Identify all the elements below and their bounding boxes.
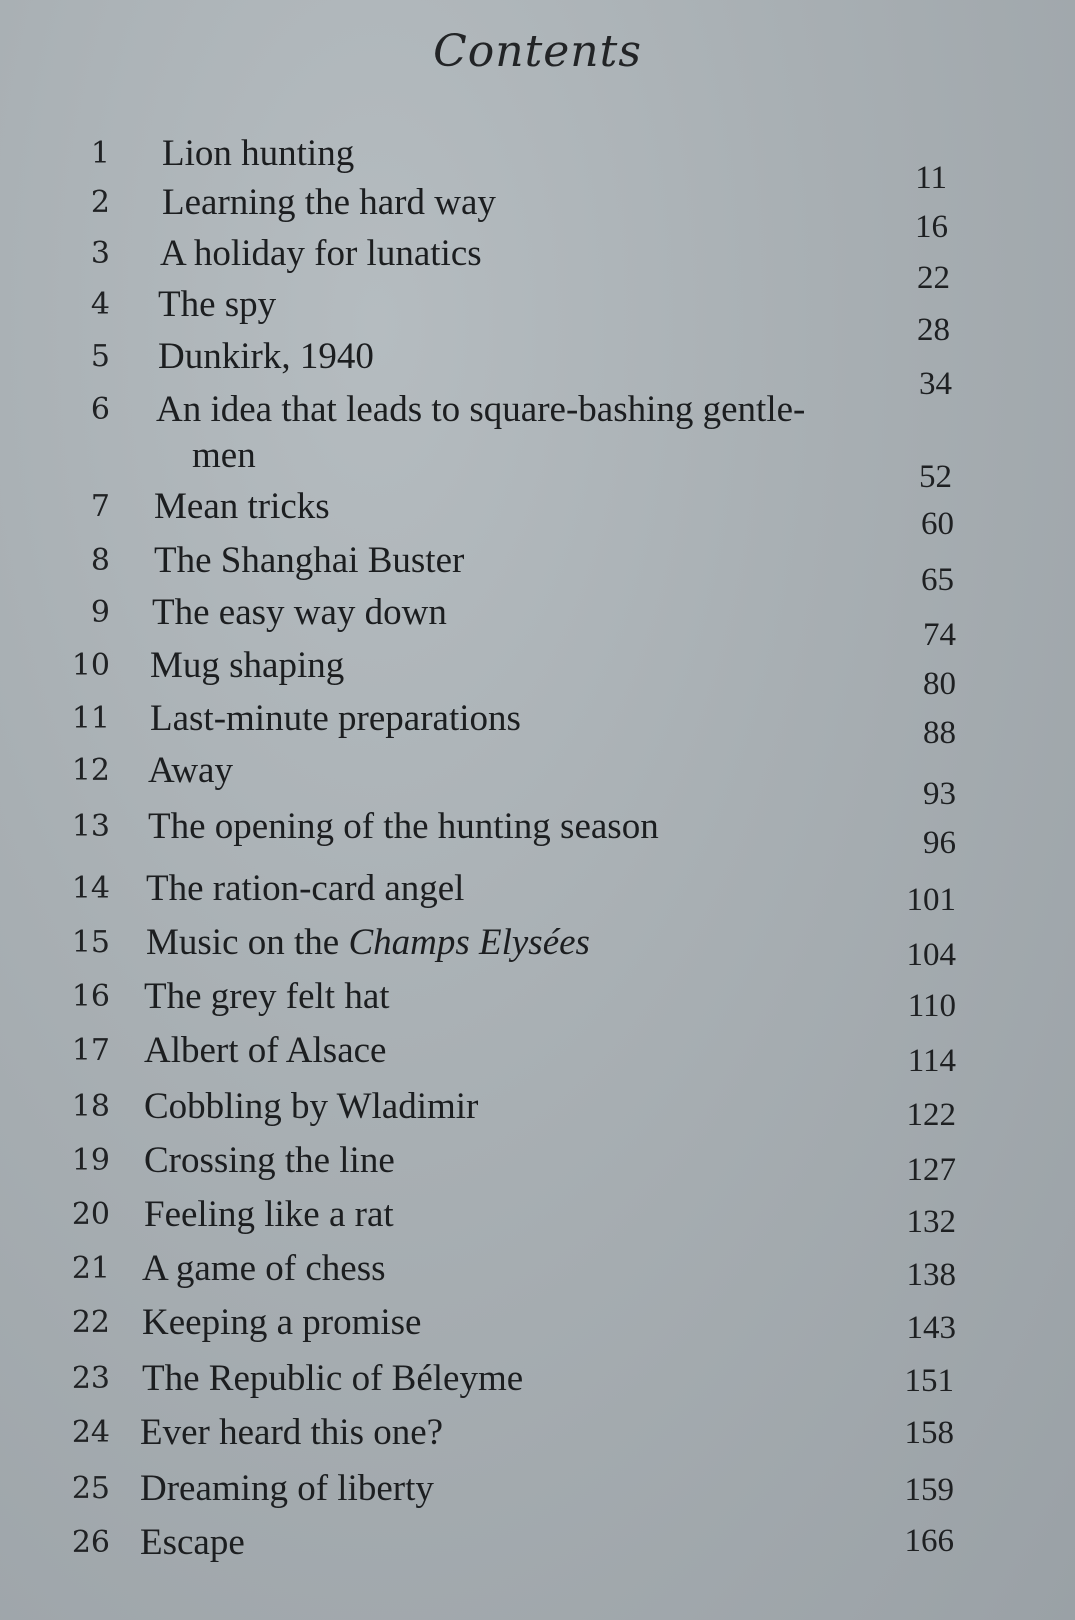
chapter-number: 26: [71, 1525, 110, 1560]
page-number: 143: [906, 1310, 956, 1346]
chapter-number: 14: [71, 871, 110, 906]
toc-entry-17: [50, 1028, 550, 1074]
chapter-number: 20: [71, 1197, 110, 1232]
chapter-title: Dreaming of liberty: [140, 1468, 434, 1509]
page-number: 34: [919, 366, 952, 402]
toc-entry-4: [50, 282, 450, 328]
chapter-title: The Shanghai Buster: [154, 540, 465, 581]
toc-entry-2: [50, 180, 550, 226]
toc-entry-19: [50, 1138, 550, 1184]
chapter-title: Albert of Alsace: [144, 1030, 387, 1071]
toc-entry-15: [50, 920, 750, 966]
toc-entry-13: [50, 804, 850, 850]
chapter-number: 11: [71, 701, 110, 736]
chapter-title: Away: [148, 750, 233, 791]
page-number: 110: [907, 988, 956, 1024]
chapter-title-roman: Music on the: [146, 922, 340, 963]
page-number: 122: [906, 1097, 956, 1133]
chapter-number: 3: [90, 236, 110, 271]
chapter-title: Last-minute preparations: [150, 698, 521, 739]
chapter-title: [146, 920, 590, 966]
chapter-title: Keeping a promise: [142, 1302, 422, 1343]
chapter-title: Dunkirk, 1940: [158, 336, 374, 377]
chapter-number: 19: [71, 1143, 110, 1178]
toc-entry-14: [50, 866, 650, 912]
chapter-title: Ever heard this one?: [140, 1412, 444, 1453]
page-number: 60: [921, 506, 954, 542]
chapter-number: 25: [71, 1471, 110, 1506]
chapter-title: Learning the hard way: [162, 182, 496, 223]
chapter-number: 18: [71, 1089, 110, 1124]
page-number: 22: [917, 260, 950, 296]
toc-entry-18: [50, 1084, 650, 1130]
chapter-title: Mean tricks: [154, 486, 330, 527]
page-number: 96: [923, 825, 956, 861]
page-number: 138: [906, 1257, 956, 1293]
toc-entry-7: [50, 484, 450, 530]
toc-entry-24: [50, 1410, 550, 1456]
chapter-title: Feeling like a rat: [144, 1194, 394, 1235]
chapter-title: Cobbling by Wladimir: [144, 1086, 479, 1127]
chapter-number: 1: [90, 136, 110, 171]
toc-entry-6: [50, 387, 900, 483]
toc-entry-23: [50, 1356, 650, 1402]
chapter-title: Escape: [140, 1522, 245, 1563]
page-number: 74: [923, 617, 956, 653]
page-number: 65: [921, 562, 954, 598]
chapter-title: The spy: [158, 284, 277, 325]
toc-entry-9: [50, 590, 550, 636]
chapter-title-italic: Champs Elysées: [348, 922, 590, 963]
page-number: 93: [923, 776, 956, 812]
toc-entry-16: [50, 974, 550, 1020]
chapter-number: 23: [71, 1361, 110, 1396]
chapter-title: [156, 387, 805, 479]
page-number: 159: [904, 1472, 954, 1508]
chapter-number: 5: [90, 339, 110, 374]
chapter-title: The easy way down: [152, 592, 447, 633]
toc-entry-21: [50, 1246, 550, 1292]
page-number: 166: [904, 1523, 954, 1559]
page-number: 52: [919, 459, 952, 495]
page-number: 88: [923, 715, 956, 751]
chapter-number: 10: [71, 648, 110, 683]
chapter-title: The grey felt hat: [144, 976, 390, 1017]
chapter-number: 7: [90, 489, 110, 524]
toc-entry-10: [50, 643, 450, 689]
chapter-title-line1: An idea that leads to square-bashing gentle-: [156, 389, 806, 430]
page-number: 158: [904, 1415, 954, 1451]
chapter-number: 12: [71, 753, 110, 788]
chapter-title-line2: men: [192, 435, 256, 476]
toc-entry-20: [50, 1192, 550, 1238]
chapter-number: 4: [90, 287, 110, 322]
chapter-title: Crossing the line: [144, 1140, 395, 1181]
toc-entry-22: [50, 1300, 550, 1346]
page-number: 80: [923, 666, 956, 702]
toc-entry-1: [50, 131, 450, 177]
page-number: 127: [906, 1152, 956, 1188]
chapter-number: 24: [71, 1415, 110, 1450]
chapter-title: A holiday for lunatics: [160, 233, 482, 274]
page-number: 101: [906, 882, 956, 918]
page-title: Contents: [433, 26, 642, 77]
page-number: 28: [917, 312, 950, 348]
chapter-title: The opening of the hunting season: [148, 806, 659, 847]
chapter-title: Lion hunting: [162, 133, 355, 174]
toc-entry-26: [50, 1520, 450, 1566]
page-number: 104: [906, 937, 956, 973]
chapter-number: 22: [71, 1305, 110, 1340]
chapter-number: 9: [90, 595, 110, 630]
chapter-number: 16: [71, 979, 110, 1014]
chapter-number: 8: [90, 543, 110, 578]
chapter-number: 21: [71, 1251, 110, 1286]
page-number: 11: [915, 160, 947, 196]
chapter-title: Mug shaping: [150, 645, 345, 686]
page-number: 151: [904, 1363, 954, 1399]
chapter-number: 6: [90, 392, 110, 427]
chapter-number: 13: [71, 809, 110, 844]
chapter-number: 17: [71, 1033, 110, 1068]
page-number: 16: [915, 209, 948, 245]
chapter-number: 15: [71, 925, 110, 960]
toc-entry-3: [50, 231, 550, 277]
page-number: 132: [906, 1204, 956, 1240]
toc-entry-25: [50, 1466, 550, 1512]
toc-entry-5: [50, 334, 450, 380]
chapter-number: 2: [90, 185, 110, 220]
chapter-title: A game of chess: [142, 1248, 386, 1289]
toc-entry-11: [50, 696, 650, 742]
chapter-title: The ration-card angel: [146, 868, 465, 909]
toc-entry-12: [50, 748, 450, 794]
page-number: 114: [907, 1043, 956, 1079]
chapter-title: The Republic of Béleyme: [142, 1358, 524, 1399]
toc-entry-8: [50, 538, 550, 584]
